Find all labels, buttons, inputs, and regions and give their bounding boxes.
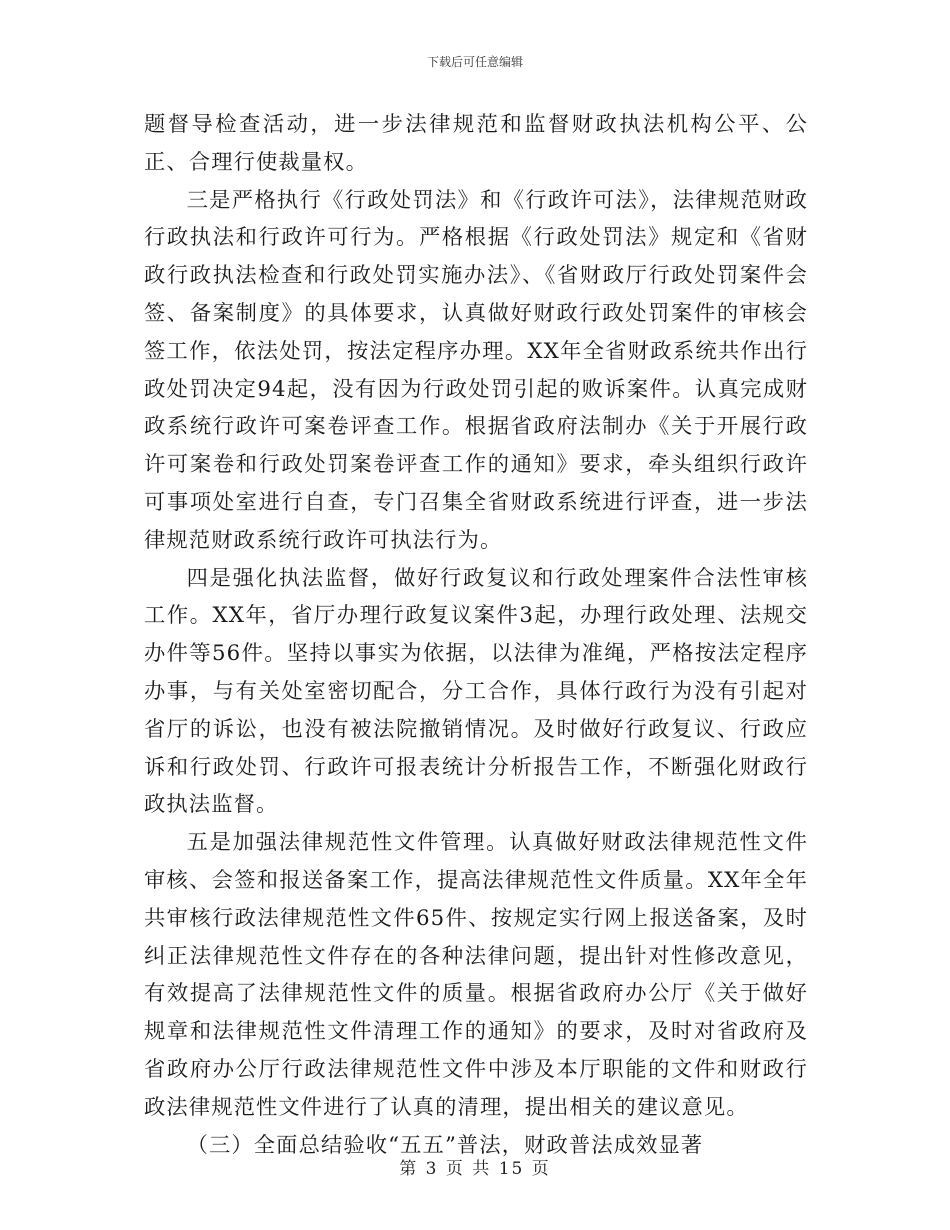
paragraph-item-five: 五是加强法律规范性文件管理。认真做好财政法律规范性文件审核、会签和报送备案工作，提高法律规范性文件质量。XX年全年共审核行政法律规范性文件65件、按规定实行网上报送备案，及时纠正法律规范性文件存在的各种法律问题，提出针对性修改意见，有效提高了法律规范性文件的质量。根据省政府办公厅《关于做好规章和法律规范性文件清理工作的通知》的要求，及时对省政府及省政府办公厅行政法律规范性文件中涉及本厅职能的文件和财政行政法律规范性文件进行了认真的清理，提出相关的建议意见。 <box>144 830 808 1120</box>
paragraph-item-four: 四是强化执法监督，做好行政复议和行政处理案件合法性审核工作。XX年，省厅办理行政复议案件3起，办理行政处理、法规交办件等56件。坚持以事实为依据，以法律为准绳，严格按法定程序办事，与有关处室密切配合，分工合作，具体行政行为没有引起对省厅的诉讼，也没有被法院撤销情况。及时做好行政复议、行政应诉和行政处罚、行政许可报表统计分析报告工作，不断强化财政行政执法监督。 <box>144 565 808 818</box>
section-heading: （三）全面总结验收“五五”普法，财政普法成效显著 <box>186 1132 704 1158</box>
page-number-footer: 第 3 页 共 15 页 <box>399 1159 551 1179</box>
document-body <box>144 106 808 1164</box>
header-note: 下载后可任意编辑 <box>426 55 523 69</box>
paragraph-continuation: 题督导检查活动，进一步法律规范和监督财政执法机构公平、公正、合理行使裁量权。 <box>144 112 808 175</box>
paragraph-item-three: 三是严格执行《行政处罚法》和《行政许可法》，法律规范财政行政执法和行政许可行为。严格根据《行政处罚法》规定和《省财政行政执法检查和行政处罚实施办法》、《省财政厅行政处罚案件会签、备案制度》的具体要求，认真做好财政行政处罚案件的审核会签工作，依法处罚，按法定程序办理。XX年全省财政系统共作出行政处罚决定94起，没有因为行政处罚引起的败诉案件。认真完成财政系统行政许可案卷评查工作。根据省政府法制办《关于开展行政许可案卷和行政处罚案卷评查工作的通知》要求，牵头组织行政许可事项处室进行自查，专门召集全省财政系统进行评查，进一步法律规范财政系统行政许可执法行为。 <box>144 187 808 553</box>
